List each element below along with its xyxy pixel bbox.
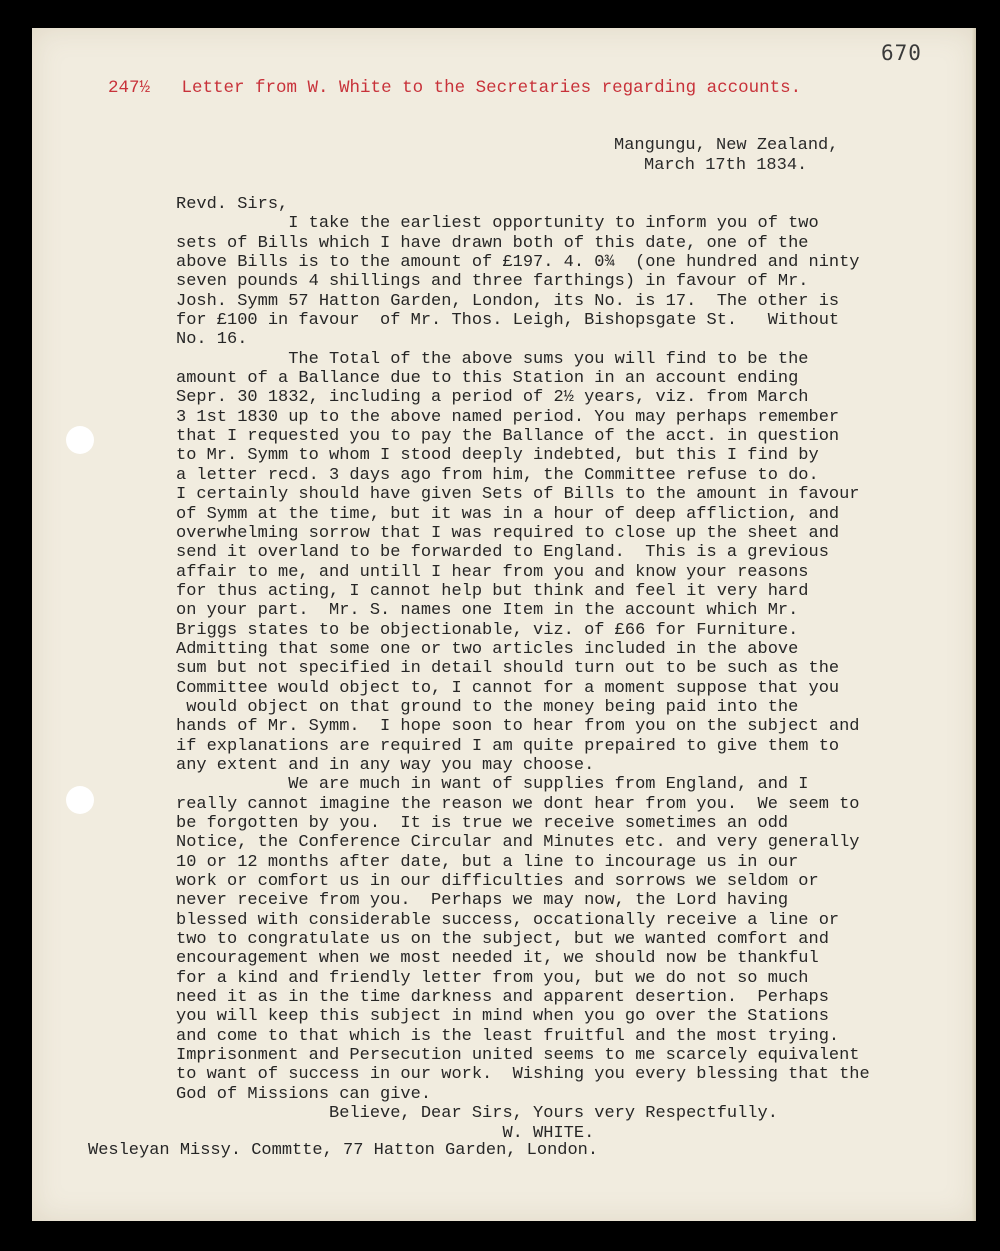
letter-line: seven pounds 4 shillings and three farthings) in favour of Mr. [176,272,809,292]
letter-line: 10 or 12 months after date, but a line to incourage us in our [176,852,799,872]
letter-line: Notice, the Conference Circular and Minutes etc. and very generally [176,833,860,853]
letter-line: I certainly should have given Sets of Bills to the amount in favour [176,485,860,505]
letter-line: sets of Bills which I have drawn both of this date, one of the [176,233,809,253]
letter-line: The Total of the above sums you will find to be the [176,349,809,369]
letter-line: W. WHITE. [176,1123,595,1143]
heading-title: Letter from W. White to the Secretaries regarding accounts. [181,78,802,98]
letter-line: Imprisonment and Persecution united seems to me scarcely equivalent [176,1046,860,1066]
letter-line: to Mr. Symm to whom I stood deeply indebted, but this I find by [176,446,819,466]
letter-line: No. 16. [176,330,248,350]
letter-line: really cannot imagine the reason we dont hear from you. We seem to [176,794,860,814]
letter-line: need it as in the time darkness and apparent desertion. Perhaps [176,988,829,1008]
letter-line: work or comfort us in our difficulties and sorrows we seldom or [176,872,819,892]
document-heading [108,78,801,98]
letter-line: if explanations are required I am quite prepaired to give them to [176,736,840,756]
letter-line: would object on that ground to the money being paid into the [176,697,799,717]
letter-line: blessed with considerable success, occationally receive a line or [176,910,840,930]
letter-line: affair to me, and untill I hear from you and know your reasons [176,562,809,582]
letter-line: sum but not specified in detail should turn out to be such as the [176,659,840,679]
letter-line: and come to that which is the least fruitful and the most trying. [176,1026,840,1046]
letter-line: I take the earliest opportunity to inform you of two [176,214,819,234]
date-line: March 17th 1834. [644,155,808,175]
letter-line: encouragement when we most needed it, we should now be thankful [176,949,819,969]
place-and-date [614,136,838,175]
letter-line: Revd. Sirs, [176,195,289,214]
letter-line: Committee would object to, I cannot for a moment suppose that you [176,678,840,698]
addressee-footer: Wesleyan Missy. Commtte, 77 Hatton Garden, London. [88,1141,599,1160]
letter-line: Admitting that some one or two articles included in the above [176,639,799,659]
letter-body [176,195,976,1143]
letter-line: We are much in want of supplies from England, and I [176,775,809,795]
letter-line: send it overland to be forwarded to England. This is a grevious [176,543,829,563]
letter-line: two to congratulate us on the subject, but we wanted comfort and [176,930,829,950]
letter-line: amount of a Ballance due to this Station in an account ending [176,369,799,389]
letter-line: for thus acting, I cannot help but think and feel it very hard [176,581,809,601]
place-line: Mangungu, New Zealand, [614,136,839,155]
letter-line: for £100 in favour of Mr. Thos. Leigh, Bishopsgate St. Without [176,311,840,331]
letter-line: hands of Mr. Symm. I hope soon to hear from you on the subject and [176,717,860,737]
heading-number: 247½ [108,78,151,98]
letter-line: Sepr. 30 1832, including a period of 2½ years, viz. from March [176,388,809,408]
letter-line: for a kind and friendly letter from you, but we do not so much [176,968,809,988]
punch-hole-lower [66,786,94,814]
letter-line: Believe, Dear Sirs, Yours very Respectfully. [176,1104,778,1124]
letter-line: on your part. Mr. S. names one Item in the account which Mr. [176,601,799,621]
letter-line: God of Missions can give. [176,1084,432,1104]
letter-line: never receive from you. Perhaps we may now, the Lord having [176,891,789,911]
letter-line: above Bills is to the amount of £197. 4. 0¾ (one hundred and ninty [176,253,860,273]
letter-line: to want of success in our work. Wishing you every blessing that the [176,1065,870,1085]
letter-line: Briggs states to be objectionable, viz. of £66 for Furniture. [176,620,799,640]
punch-hole-upper [66,426,94,454]
letter-line: a letter recd. 3 days ago from him, the Committee refuse to do. [176,465,819,485]
letter-line: of Symm at the time, but it was in a hour of deep affliction, and [176,504,840,524]
letter-line: Josh. Symm 57 Hatton Garden, London, its No. is 17. The other is [176,291,840,311]
page-number: 670 [881,41,922,65]
letter-line: that I requested you to pay the Ballance of the acct. in question [176,427,840,447]
letter-line: you will keep this subject in mind when you go over the Stations [176,1007,829,1027]
letter-line: overwhelming sorrow that I was required to close up the sheet and [176,523,840,543]
letter-line: 3 1st 1830 up to the above named period. You may perhaps remember [176,407,840,427]
letter-line: any extent and in any way you may choose. [176,755,595,775]
letter-line: be forgotten by you. It is true we receive sometimes an odd [176,814,789,833]
